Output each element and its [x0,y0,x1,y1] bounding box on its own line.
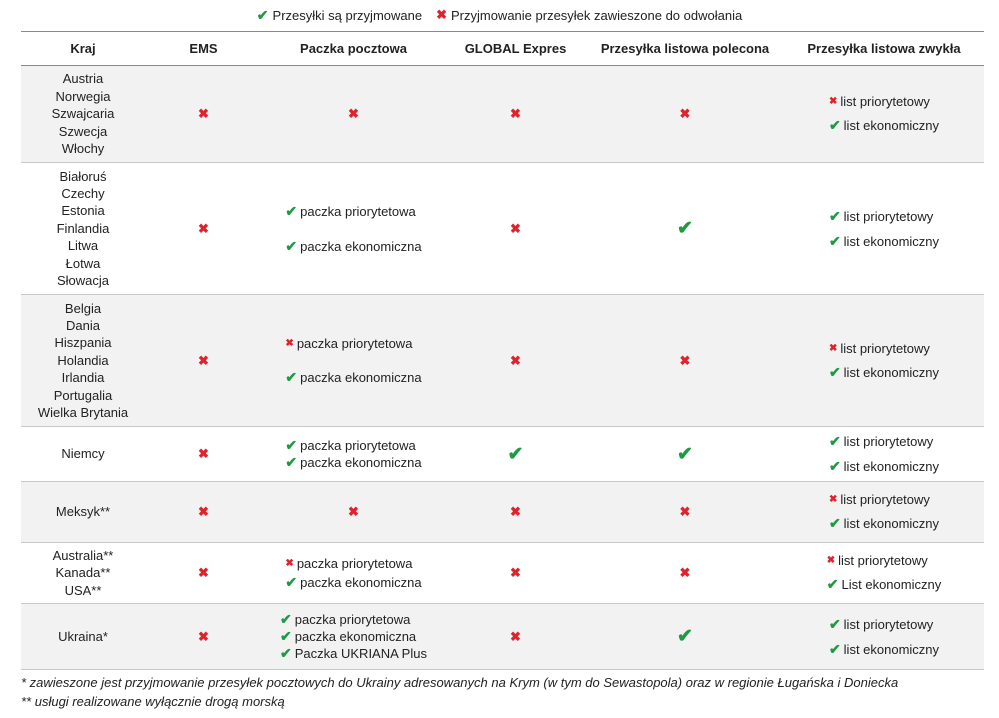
paczka-item [285,556,412,571]
country-name: Belgia [64,300,102,316]
table-row [21,482,984,543]
global-status [445,66,586,162]
country-name: Czechy [61,185,105,201]
zwykla-label: list priorytetowy [840,94,930,109]
country-name: Estonia [61,203,105,219]
check-icon: ✔ [280,611,292,627]
cross-icon: ✖ [348,106,359,121]
paczka-list [285,437,421,471]
ems-status [145,66,262,162]
zwykla-list [827,553,941,593]
zwykla-list [829,433,939,475]
paczka-item [285,454,421,471]
check-icon: ✔ [285,237,298,254]
paczka-status [262,66,445,162]
paczka-item [280,645,427,662]
ems-status [145,604,262,669]
paczka-item [285,437,415,454]
country-name: Irlandia [61,370,105,386]
check-icon: ✔ [828,117,841,133]
country-name: Hiszpania [54,335,112,351]
zwykla-item [829,117,939,134]
country-name: Wielka Brytania [37,405,129,421]
table-row [21,604,984,670]
check-icon: ✔ [677,443,693,465]
table-header [21,31,984,66]
table-row [21,295,984,427]
zwykla-list [829,208,939,250]
global-status [445,295,586,426]
legend-suspended [436,7,742,23]
country-list [21,427,145,481]
paczka-label: paczka ekonomiczna [300,574,422,590]
cross-icon: ✖ [510,106,521,121]
check-icon: ✔ [280,645,292,661]
cross-icon: ✖ [285,557,294,569]
cross-icon: ✖ [510,628,521,644]
table-row [21,163,984,295]
zwykla-label: list priorytetowy [838,553,928,568]
check-icon: ✔ [285,437,298,453]
country-list [21,163,145,294]
country-name: Dania [66,317,100,333]
cross-icon: ✖ [198,106,209,121]
cross-icon: ✖ [826,555,836,566]
check-icon: ✔ [828,207,841,224]
ems-status [145,543,262,603]
polecona-status [586,295,784,426]
country-list [21,482,145,542]
zwykla-label: list ekonomiczny [843,459,940,474]
zwykla-item [827,576,941,593]
header-global: GLOBAL Expres [464,41,567,56]
header-kraj: Kraj [70,41,96,56]
zwykla-label: List ekonomiczny [841,577,942,592]
zwykla-item [829,492,930,507]
zwykla-item [829,94,930,109]
global-status [445,604,586,669]
zwykla-label: list ekonomiczny [843,516,940,531]
paczka-item [285,574,421,591]
country-name: Litwa [67,238,99,254]
cross-icon: ✖ [510,220,521,236]
zwykla-item [829,364,939,381]
paczka-label: paczka ekonomiczna [294,629,417,644]
paczka-list [285,203,421,255]
paczka-item [285,336,412,351]
paczka-label: Paczka UKRIANA Plus [294,646,427,661]
header-zwykla: Przesyłka listowa zwykła [807,41,961,56]
country-name: Finlandia [56,220,110,236]
check-icon: ✔ [507,443,524,465]
zwykla-label: list ekonomiczny [843,118,940,133]
check-icon: ✔ [828,363,841,380]
header-polecona: Przesyłka listowa polecona [600,41,770,56]
zwykla-item [829,208,933,225]
cross-icon: ✖ [198,565,209,580]
ems-status [145,482,262,542]
check-icon: ✔ [285,202,298,219]
check-icon: ✔ [828,515,841,531]
paczka-label: paczka priorytetowa [300,438,416,453]
ems-status [145,295,262,426]
zwykla-label: list priorytetowy [840,340,930,356]
zwykla-list [829,341,939,381]
polecona-status [586,604,784,669]
paczka-list [285,336,421,386]
footnotes [21,673,898,711]
table-row [21,427,984,482]
zwykla-label: list priorytetowy [843,616,934,632]
paczka-label: paczka priorytetowa [296,335,413,351]
country-name: Portugalia [53,387,113,403]
table-row [21,66,984,163]
check-icon: ✔ [828,433,841,449]
cross-icon: ✖ [510,504,521,519]
check-icon: ✔ [285,454,298,470]
country-list [21,66,145,162]
paczka-item [285,369,421,386]
paczka-label: paczka ekonomiczna [300,369,422,385]
table-body [21,66,984,670]
footnote-2: ** usługi realizowane wyłącznie drogą morską [21,694,285,709]
paczka-item [285,203,415,220]
polecona-status [586,66,784,162]
zwykla-item [829,433,933,450]
cross-icon: ✖ [510,565,521,580]
zwykla-item [829,515,939,532]
check-icon: ✔ [677,626,693,647]
country-name: Norwegia [55,88,111,104]
legend [0,4,999,26]
paczka-list [285,556,421,591]
cross-icon: ✖ [348,504,359,519]
zwykla-item [827,553,928,568]
legend-accepted [257,7,422,24]
shipping-table [21,31,984,670]
table-row [21,543,984,604]
legend-suspended-label: Przyjmowanie przesyłek zawieszone do odwołania [450,7,743,23]
cross-icon: ✖ [198,352,209,368]
zwykla-item [829,641,939,658]
country-list [21,543,145,603]
cross-icon: ✖ [285,337,294,349]
country-name: Ukraina* [58,628,108,644]
country-name: Holandia [57,352,109,368]
global-status [445,543,586,603]
country-name: Australia** [52,547,114,563]
country-list [21,604,145,669]
check-icon: ✔ [285,368,298,385]
country-name: USA** [64,582,102,598]
check-icon: ✔ [828,232,841,249]
global-status [445,163,586,294]
zwykla-item [829,341,930,356]
country-name: Włochy [61,141,105,157]
paczka-item [285,238,421,255]
zwykla-item [829,616,933,633]
polecona-status [586,482,784,542]
zwykla-item [829,233,939,250]
polecona-status [586,427,784,481]
zwykla-label: list ekonomiczny [843,233,940,249]
cross-icon: ✖ [828,96,838,107]
paczka-label: paczka priorytetowa [296,555,413,571]
paczka-label: paczka ekonomiczna [300,238,422,254]
cross-icon: ✖ [828,342,838,354]
paczka-status [262,482,445,542]
global-status [445,482,586,542]
country-name: Kanada** [55,565,111,581]
check-icon: ✔ [256,6,269,23]
zwykla-label: list priorytetowy [843,208,934,224]
country-name: Meksyk** [55,504,111,520]
polecona-status [586,163,784,294]
zwykla-label: list priorytetowy [843,434,934,449]
check-icon: ✔ [826,576,839,592]
header-ems: EMS [189,41,218,56]
country-name: Słowacja [56,273,110,289]
paczka-item [280,611,410,628]
cross-icon: ✖ [198,504,209,519]
ems-status [145,163,262,294]
check-icon: ✔ [828,615,841,632]
zwykla-label: list ekonomiczny [843,641,940,657]
ems-status [145,427,262,481]
country-name: Szwecja [58,123,108,139]
zwykla-list [829,616,939,658]
country-name: Szwajcaria [51,106,115,122]
zwykla-list [829,94,939,134]
polecona-status [586,543,784,603]
cross-icon: ✖ [679,352,691,368]
zwykla-label: list priorytetowy [840,492,930,507]
cross-icon: ✖ [679,504,691,519]
paczka-label: paczka priorytetowa [294,612,411,627]
zwykla-label: list ekonomiczny [843,364,940,380]
cross-icon: ✖ [198,628,209,644]
country-name: Łotwa [65,255,101,271]
cross-icon: ✖ [679,106,691,121]
header-paczka: Paczka pocztowa [300,41,407,56]
legend-accepted-label: Przesyłki są przyjmowane [272,7,423,23]
paczka-list [280,611,427,662]
check-icon: ✔ [828,458,841,474]
cross-icon: ✖ [198,220,209,236]
check-icon: ✔ [285,573,298,590]
paczka-label: paczka priorytetowa [300,203,416,219]
zwykla-item [829,458,939,475]
paczka-item [280,628,416,645]
cross-icon: ✖ [198,446,209,461]
check-icon: ✔ [677,218,693,239]
global-status [445,427,586,481]
check-icon: ✔ [828,640,841,657]
footnote-1: * zawieszone jest przyjmowanie przesyłek pocztowych do Ukrainy adresowanych na Krym (w tym do Sewastopola) oraz w regionie Ługańska i Doniecka [21,675,899,690]
cross-icon: ✖ [828,494,838,505]
cross-icon: ✖ [436,7,447,22]
cross-icon: ✖ [679,565,691,580]
country-name: Niemcy [61,446,105,462]
cross-icon: ✖ [510,352,521,368]
check-icon: ✔ [280,628,292,644]
paczka-label: paczka ekonomiczna [300,455,422,470]
zwykla-list [829,492,939,532]
country-name: Białoruś [59,168,107,184]
country-name: Austria [62,71,104,87]
country-list [21,295,145,426]
